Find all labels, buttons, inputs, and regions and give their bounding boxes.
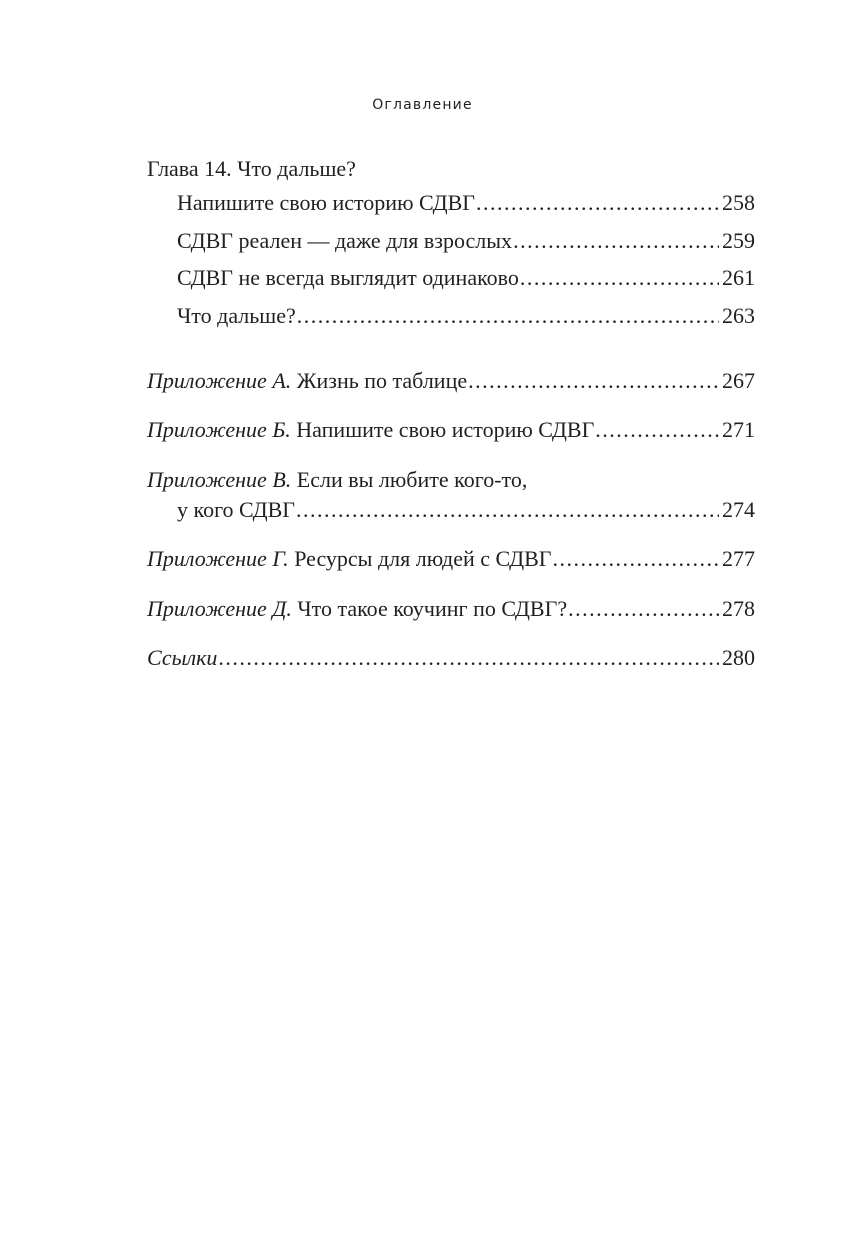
appendix-label: Приложение Д. bbox=[147, 596, 292, 621]
toc-entry-page: 261 bbox=[722, 265, 755, 290]
toc-appendix-entry[interactable] bbox=[147, 544, 755, 574]
toc-references-entry[interactable] bbox=[147, 643, 755, 673]
toc-entry-title bbox=[147, 544, 552, 574]
appendix-title: Жизнь по таблице bbox=[296, 368, 468, 393]
toc-entry-page: 280 bbox=[722, 645, 755, 670]
toc-entry-page: 258 bbox=[722, 190, 755, 215]
toc-entry-title bbox=[147, 366, 467, 396]
chapter-title: Глава 14. Что дальше? bbox=[147, 156, 356, 181]
appendix-title: Что такое коучинг по СДВГ? bbox=[297, 596, 568, 621]
appendix-label: Приложение А. bbox=[147, 368, 292, 393]
toc-appendix-entry[interactable] bbox=[147, 366, 755, 396]
toc-entry-page: 277 bbox=[722, 546, 755, 571]
toc-entry-page: 271 bbox=[722, 417, 755, 442]
toc-entry[interactable] bbox=[147, 263, 755, 301]
toc-entry-page: 278 bbox=[722, 596, 755, 621]
dot-leader bbox=[513, 226, 719, 256]
dot-leader bbox=[476, 188, 719, 218]
appendix-label: Приложение В. bbox=[147, 467, 292, 492]
toc-entry-title: Напишите свою историю СДВГ bbox=[177, 190, 475, 215]
appendix-title: Напишите свою историю СДВГ bbox=[296, 417, 595, 442]
dot-leader bbox=[296, 495, 719, 525]
toc-entry[interactable] bbox=[147, 301, 755, 339]
toc-entry-title: Что дальше? bbox=[177, 302, 296, 328]
toc-entry-page: 259 bbox=[722, 227, 755, 253]
toc-entry-title bbox=[147, 465, 755, 495]
toc-entry-continuation bbox=[147, 495, 755, 525]
references-label: Ссылки bbox=[147, 645, 218, 670]
dot-leader bbox=[297, 301, 719, 331]
toc-entry-page: 263 bbox=[722, 302, 755, 328]
appendix-title-continuation: у кого СДВГ bbox=[177, 497, 296, 522]
table-of-contents bbox=[147, 154, 755, 673]
toc-entry-title bbox=[147, 415, 594, 445]
appendix-label: Приложение Б. bbox=[147, 417, 291, 442]
toc-appendix-entry[interactable] bbox=[147, 465, 755, 525]
toc-appendix-entry[interactable] bbox=[147, 594, 755, 624]
dot-leader bbox=[553, 544, 719, 574]
dot-leader bbox=[218, 643, 719, 673]
appendix-title: Если вы любите кого-то, bbox=[296, 467, 528, 492]
toc-entry-page: 267 bbox=[722, 368, 755, 393]
toc-entry-page: 274 bbox=[722, 497, 755, 522]
appendix-label: Приложение Г. bbox=[147, 546, 289, 571]
toc-entry-title bbox=[147, 594, 567, 624]
running-head: Оглавление bbox=[372, 97, 473, 113]
dot-leader bbox=[468, 366, 719, 396]
toc-appendix-entry[interactable] bbox=[147, 415, 755, 445]
toc-entry[interactable] bbox=[147, 188, 755, 226]
dot-leader bbox=[568, 594, 719, 624]
toc-entry[interactable] bbox=[147, 226, 755, 264]
toc-entry-title bbox=[147, 643, 217, 673]
toc-entry-title: СДВГ реален — даже для взрослых bbox=[177, 227, 513, 253]
appendix-title: Ресурсы для людей с СДВГ bbox=[294, 546, 552, 571]
dot-leader bbox=[595, 415, 719, 445]
dot-leader bbox=[520, 263, 719, 293]
toc-entry-title: СДВГ не всегда выглядит одинаково bbox=[177, 265, 519, 290]
